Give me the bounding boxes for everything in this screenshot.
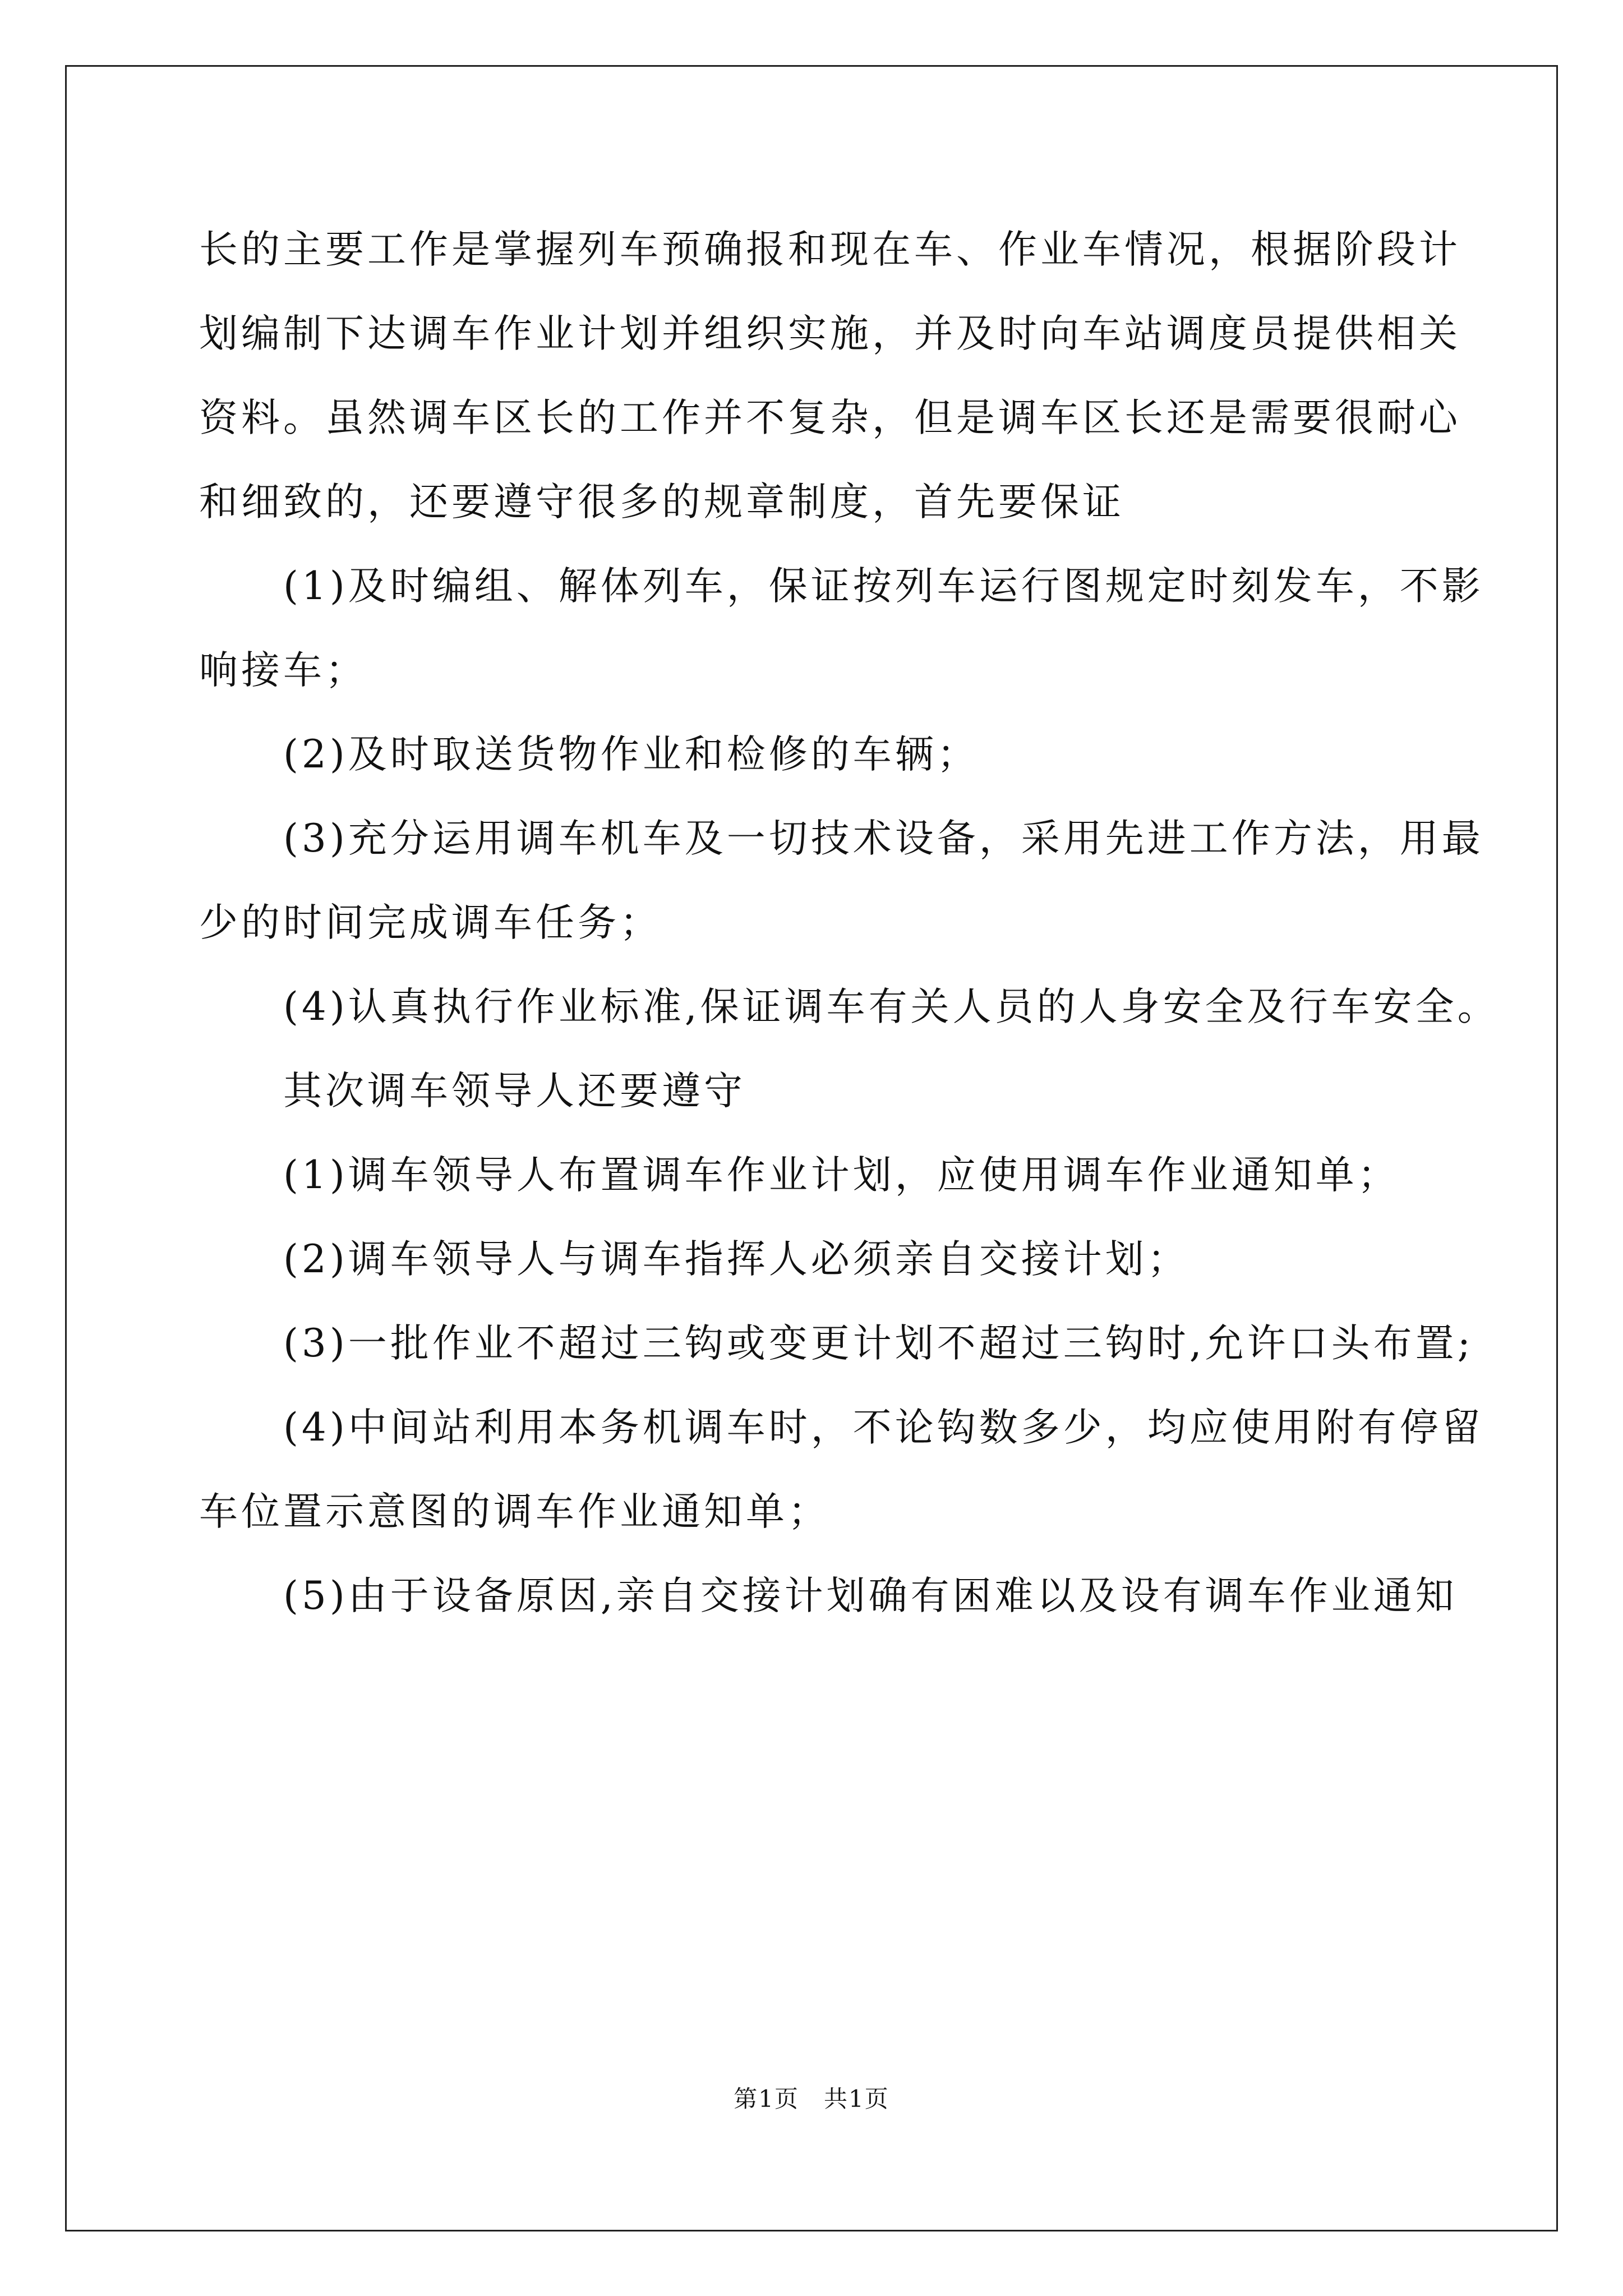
- list-item: (4)中间站利用本务机调车时，不论钩数多少，均应使用附有停留: [283, 1405, 1484, 1450]
- text-line: 资料。虽然调车区长的工作并不复杂，但是调车区长还是需要很耐心: [199, 395, 1461, 440]
- list-item: (3)一批作业不超过三钩或变更计划不超过三钩时,允许口头布置;: [283, 1321, 1474, 1366]
- list-item: (2)及时取送货物作业和检修的车辆；: [283, 732, 979, 777]
- page-number: 第1页 共1页: [734, 2085, 889, 2113]
- text-line: 和细致的，还要遵守很多的规章制度，首先要保证: [199, 480, 1124, 524]
- section-intro: 其次调车领导人还要遵守: [283, 1069, 746, 1114]
- text-line: 划编制下达调车作业计划并组织实施，并及时向车站调度员提供相关: [199, 311, 1461, 356]
- list-item: (1)及时编组、解体列车，保证按列车运行图规定时刻发车，不影: [283, 564, 1484, 609]
- list-item: (1)调车领导人布置调车作业计划，应使用调车作业通知单；: [283, 1153, 1400, 1198]
- text-line: 车位置示意图的调车作业通知单；: [199, 1489, 830, 1534]
- text-line: 长的主要工作是掌握列车预确报和现在车、作业车情况，根据阶段计: [199, 227, 1461, 272]
- text-line: 响接车；: [199, 648, 367, 693]
- list-item: (4)认真执行作业标准,保证调车有关人员的人身安全及行车安全。: [283, 984, 1500, 1029]
- list-item: (5)由于设备原因,亲自交接计划确有困难以及设有调车作业通知: [283, 1573, 1458, 1618]
- text-line: 少的时间完成调车任务；: [199, 900, 662, 945]
- document-body: [199, 208, 1500, 1638]
- list-item: (3)充分运用调车机车及一切技术设备，采用先进工作方法，用最: [283, 816, 1484, 861]
- list-item: (2)调车领导人与调车指挥人必须亲自交接计划；: [283, 1237, 1189, 1282]
